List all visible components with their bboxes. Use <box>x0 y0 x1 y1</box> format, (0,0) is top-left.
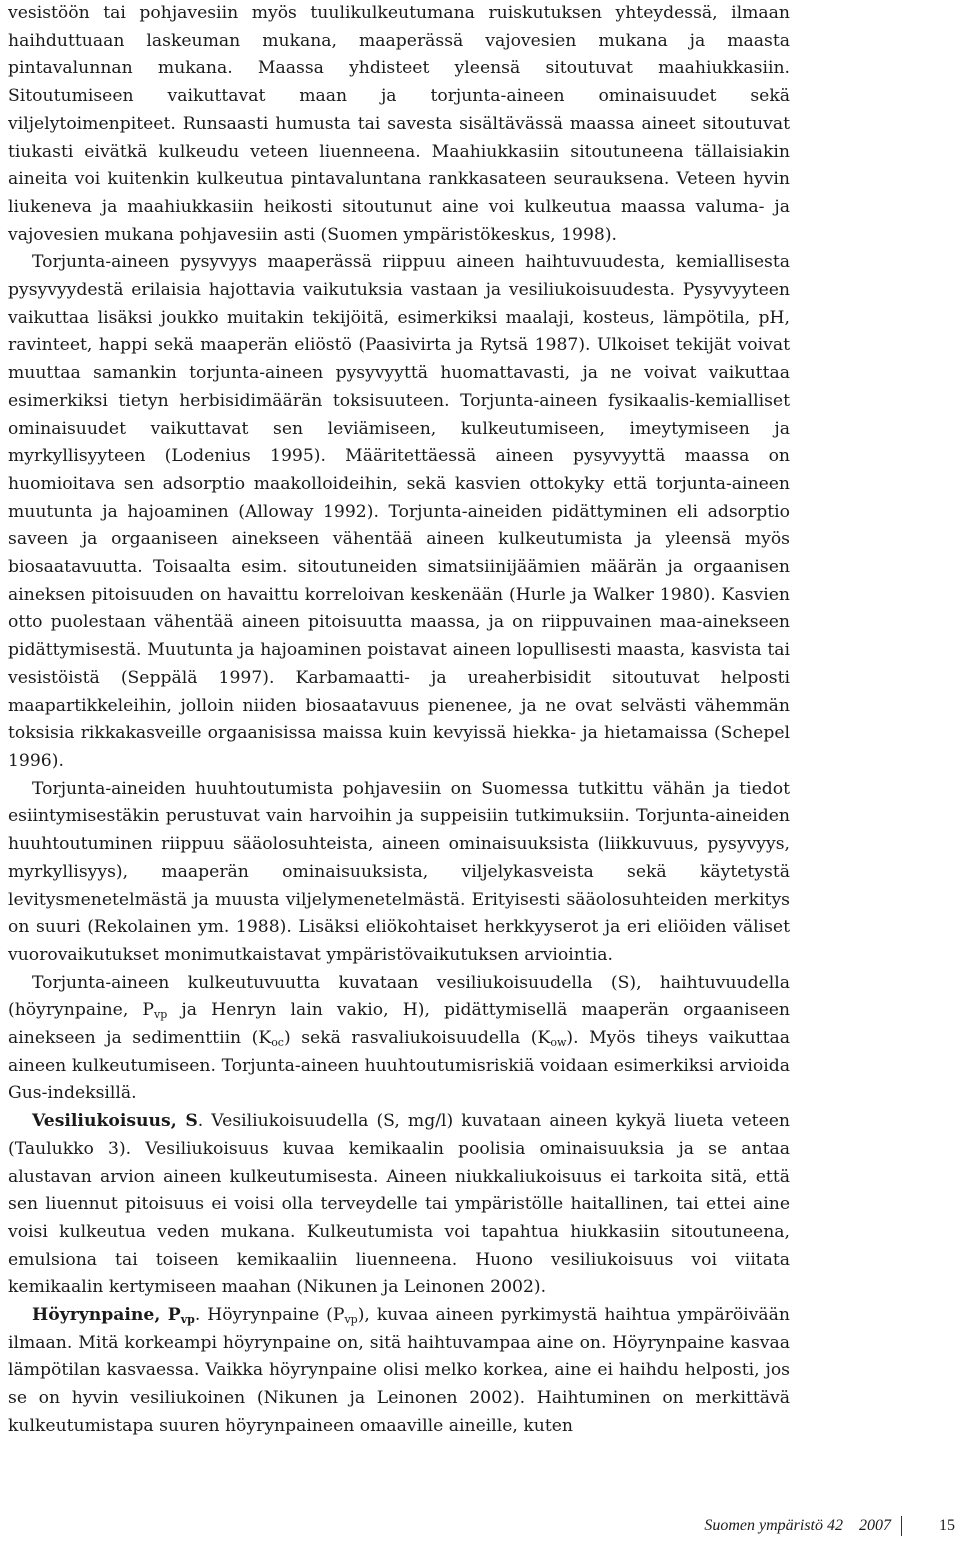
text-run: ), kuvaa aineen pyrkimystä haihtua ympäröivään ilmaan. Mitä korkeampi höyrynpaine on, sitä haihtuvampaa aine on. Höyrynpaine kasvaa lämpötilan kasvaessa. Vaikka höyrynpaine olisi melko korkea, aine ei haihdu helposti, jos se on hyvin vesiliukoinen (Nikunen ja Leinonen 2002). Haihtuminen on merkittävä kulkeutumistapa suuren höyrynpaineen omaaville aineille, kuten <box>8 1305 790 1436</box>
footer-journal <box>704 1516 902 1536</box>
journal-title: Suomen ympäristö 42 <box>704 1517 843 1534</box>
page-number: 15 <box>939 1517 955 1534</box>
subscript-vp: vp <box>153 1008 168 1022</box>
journal-year: 2007 <box>859 1517 891 1534</box>
page-body <box>8 0 790 1441</box>
paragraph-kulkeutuvuus <box>8 970 790 1109</box>
section-heading-hoyrynpaine <box>32 1305 195 1325</box>
text-run: ja Henryn lain vakio, H), pidättymisellä maaperän orgaaniseen ainekseen ja sedimenttiin (K <box>8 1000 790 1049</box>
paragraph-huuhtoutuminen: Torjunta-aineiden huuhtoutumista pohjavesiin on Suomessa tutkittu vähän ja tiedot esiintymisestäkin perustuvat vain harvoihin ja suppeisiin tutkimuksiin. Torjunta-aineiden huuhtoutuminen riippuu sääolosuhteista, aineen ominaisuuksista (liikkuvuus, pysyvyys, myrkyllisyys), maaperän ominaisuuksista, viljelykasveista sekä käytetystä levitysmenetelmästä ja muusta viljelymenetelmästä. Erityisesti sääolosuhteiden merkitys on suuri (Rekolainen ym. 1988). Lisäksi eliökohtaiset herkkyyserot ja eri eliöiden väliset vuorovaikutukset monimutkaistavat ympäristövaikutuksen arviointia. <box>8 778 790 965</box>
subscript-vp: vp <box>180 1313 195 1327</box>
paragraph-pysyvyys: Torjunta-aineen pysyvyys maaperässä riippuu aineen haihtuvuudesta, kemiallisesta pysyvyydestä erilaisia hajottavia vaikutuksia vastaan ja vesiliukoisuudesta. Pysyvyyteen vaikuttaa lisäksi joukko muitakin tekijöitä, esimerkiksi maalaji, kosteus, lämpötila, pH, ravinteet, happi sekä maaperän eliöstö (Paasivirta ja Rytsä 1987). Ulkoiset tekijät voivat muuttaa samankin torjunta-aineen pysyvyyttä huomattavasti, ja ne voivat vaikuttaa esimerkiksi tietyn herbisidimäärän toksisuuteen. Torjunta-aineen fysikaalis-kemialliset ominaisuudet vaikuttavat sen leviämiseen, kulkeutumiseen, imeytymiseen ja myrkyllisyyteen (Lodenius 1995). Määritettäessä aineen pysyvyyttä maassa on huomioitava sen adsorptio maakolloideihin, sekä kasvien ottokyky että torjunta-aineen muutunta ja hajoaminen (Alloway 1992). Torjunta-aineiden pidättyminen eli adsorptio saveen ja orgaaniseen ainekseen vähentää aineen kulkeutumista ja yleensä myös biosaatavuutta. Toisaalta esim. sitoutuneiden simatsiinijäämien määrän ja orgaanisen aineksen pitoisuuden on havaittu korreloivan keskenään (Hurle ja Walker 1980). Kasvien otto puolestaan vähentää aineen pitoisuutta maassa, ja on riippuvainen maa-ainekseen pidättymisestä. Muutunta ja hajoaminen poistavat aineen lopullisesti maasta, kasvista tai vesistöistä (Seppälä 1997). Karbamaatti- ja ureaherbisidit sitoutuvat helposti maapartikkeleihin, jolloin niiden biosaatavuus pienenee, ja ne ovat selvästi vähemmän toksisia rikkakasveille orgaanisissa maissa kuin kevyissä hiekka- ja hietamaissa (Schepel 1996). <box>8 252 790 771</box>
text-run: . Höyrynpaine (P <box>194 1305 345 1326</box>
section-heading-vesiliukoisuus: Vesiliukoisuus, S <box>32 1111 198 1132</box>
paragraph-continued: vesistöön tai pohjavesiin myös tuulikulkeutumana ruiskutuksen yhteydessä, ilmaan haihduttuaan laskeuman mukana, maaperässä vajovesien mukana ja maasta pintavalunnan mukana. Maassa yhdisteet yleensä sitoutuvat maahiukkasiin. Sitoutumiseen vaikuttavat maan ja torjunta-aineen ominaisuudet sekä viljelytoimenpiteet. Runsaasti humusta tai savesta sisältävässä maassa aineet sitoutuvat tiukasti eivätkä kulkeudu veteen liuenneena. Maahiukkasiin sitoutuneena tällaisiakin aineita voi kuitenkin kulkeutua pintavaluntana rankkasateen seurauksena. Veteen hyvin liukeneva ja maahiukkasiin heikosti sitoutunut aine voi kulkeutua maassa valuma- ja vajovesien mukana pohjavesiin asti (Suomen ympäristökeskus, 1998). <box>8 3 790 245</box>
heading-text: Höyrynpaine, P <box>32 1305 181 1326</box>
page-footer <box>0 1516 960 1542</box>
subscript-ow: ow <box>550 1036 567 1050</box>
text-run: Torjunta-aineen kulkeutuvuutta kuvataan vesiliukoisuudella (S), haihtuvuudella (höyrynpaine, P <box>8 972 790 1021</box>
subscript-vp: vp <box>344 1313 358 1327</box>
paragraph-hoyrynpaine <box>8 1302 790 1441</box>
text-run: ) sekä rasvaliukoisuudella (K <box>283 1028 551 1049</box>
text-run: . Vesiliukoisuudella (S, mg/l) kuvataan aineen kykyä liueta veteen (Taulukko 3). Vesiliukoisuus kuvaa kemikaalin poolisia ominaisuuksia ja se antaa alustavan arvion aineen kulkeutumisesta. Aineen niukkaliukoisuus ei tarkoita sitä, että sen liuennut pitoisuus ei voisi olla terveydelle tai ympäristölle haitallinen, tai ettei aine voisi kulkeutua veden mukana. Kulkeutumista voi tapahtua hiukkasiin sitoutuneena, emulsiona tai toiseen kemikaaliin liuenneena. Huono vesiliukoisuus voi viitata kemikaalin kertymiseen maahan (Nikunen ja Leinonen 2002). <box>8 1111 790 1298</box>
subscript-oc: oc <box>271 1036 284 1050</box>
paragraph-vesiliukoisuus <box>8 1108 790 1302</box>
text-run: ). Myös tiheys vaikuttaa aineen kulkeutumiseen. Torjunta-aineen huuhtoutumisriskiä voidaan esimerkiksi arvioida Gus-indeksillä. <box>8 1028 790 1104</box>
